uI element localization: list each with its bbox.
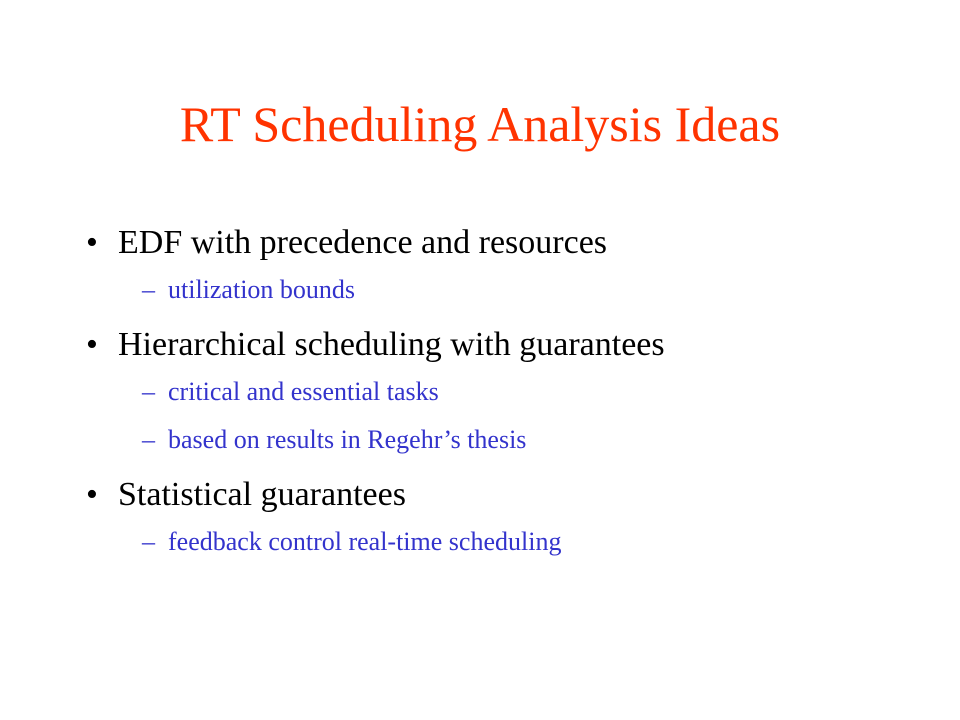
sub-bullet-text: utilization bounds bbox=[168, 275, 356, 304]
sub-bullet-text: critical and essential tasks bbox=[168, 377, 439, 406]
bullet-item bbox=[86, 320, 926, 370]
slide-title: RT Scheduling Analysis Ideas bbox=[179, 96, 781, 152]
sub-bullet-dash: – bbox=[142, 425, 155, 454]
bullet-text: Statistical guarantees bbox=[118, 476, 406, 513]
bullet-text: EDF with precedence and resources bbox=[118, 224, 608, 261]
bullet-dot: • bbox=[86, 224, 98, 261]
bullet-text: Hierarchical scheduling with guarantees bbox=[118, 326, 665, 363]
sub-bullet-item bbox=[86, 268, 926, 312]
sub-bullet-text: feedback control real-time scheduling bbox=[168, 527, 562, 556]
bullet-item bbox=[86, 470, 926, 520]
sub-bullet-item bbox=[86, 370, 926, 414]
sub-bullet-text: based on results in Regehr’s thesis bbox=[168, 425, 527, 454]
sub-bullet-item bbox=[86, 418, 926, 462]
sub-bullet-dash: – bbox=[142, 527, 155, 556]
bullet-list bbox=[86, 218, 926, 572]
bullet-dot: • bbox=[86, 476, 98, 513]
sub-bullet-dash: – bbox=[142, 377, 155, 406]
bullet-item bbox=[86, 218, 926, 268]
bullet-dot: • bbox=[86, 326, 98, 363]
sub-bullet-dash: – bbox=[142, 275, 155, 304]
sub-bullet-item bbox=[86, 520, 926, 564]
